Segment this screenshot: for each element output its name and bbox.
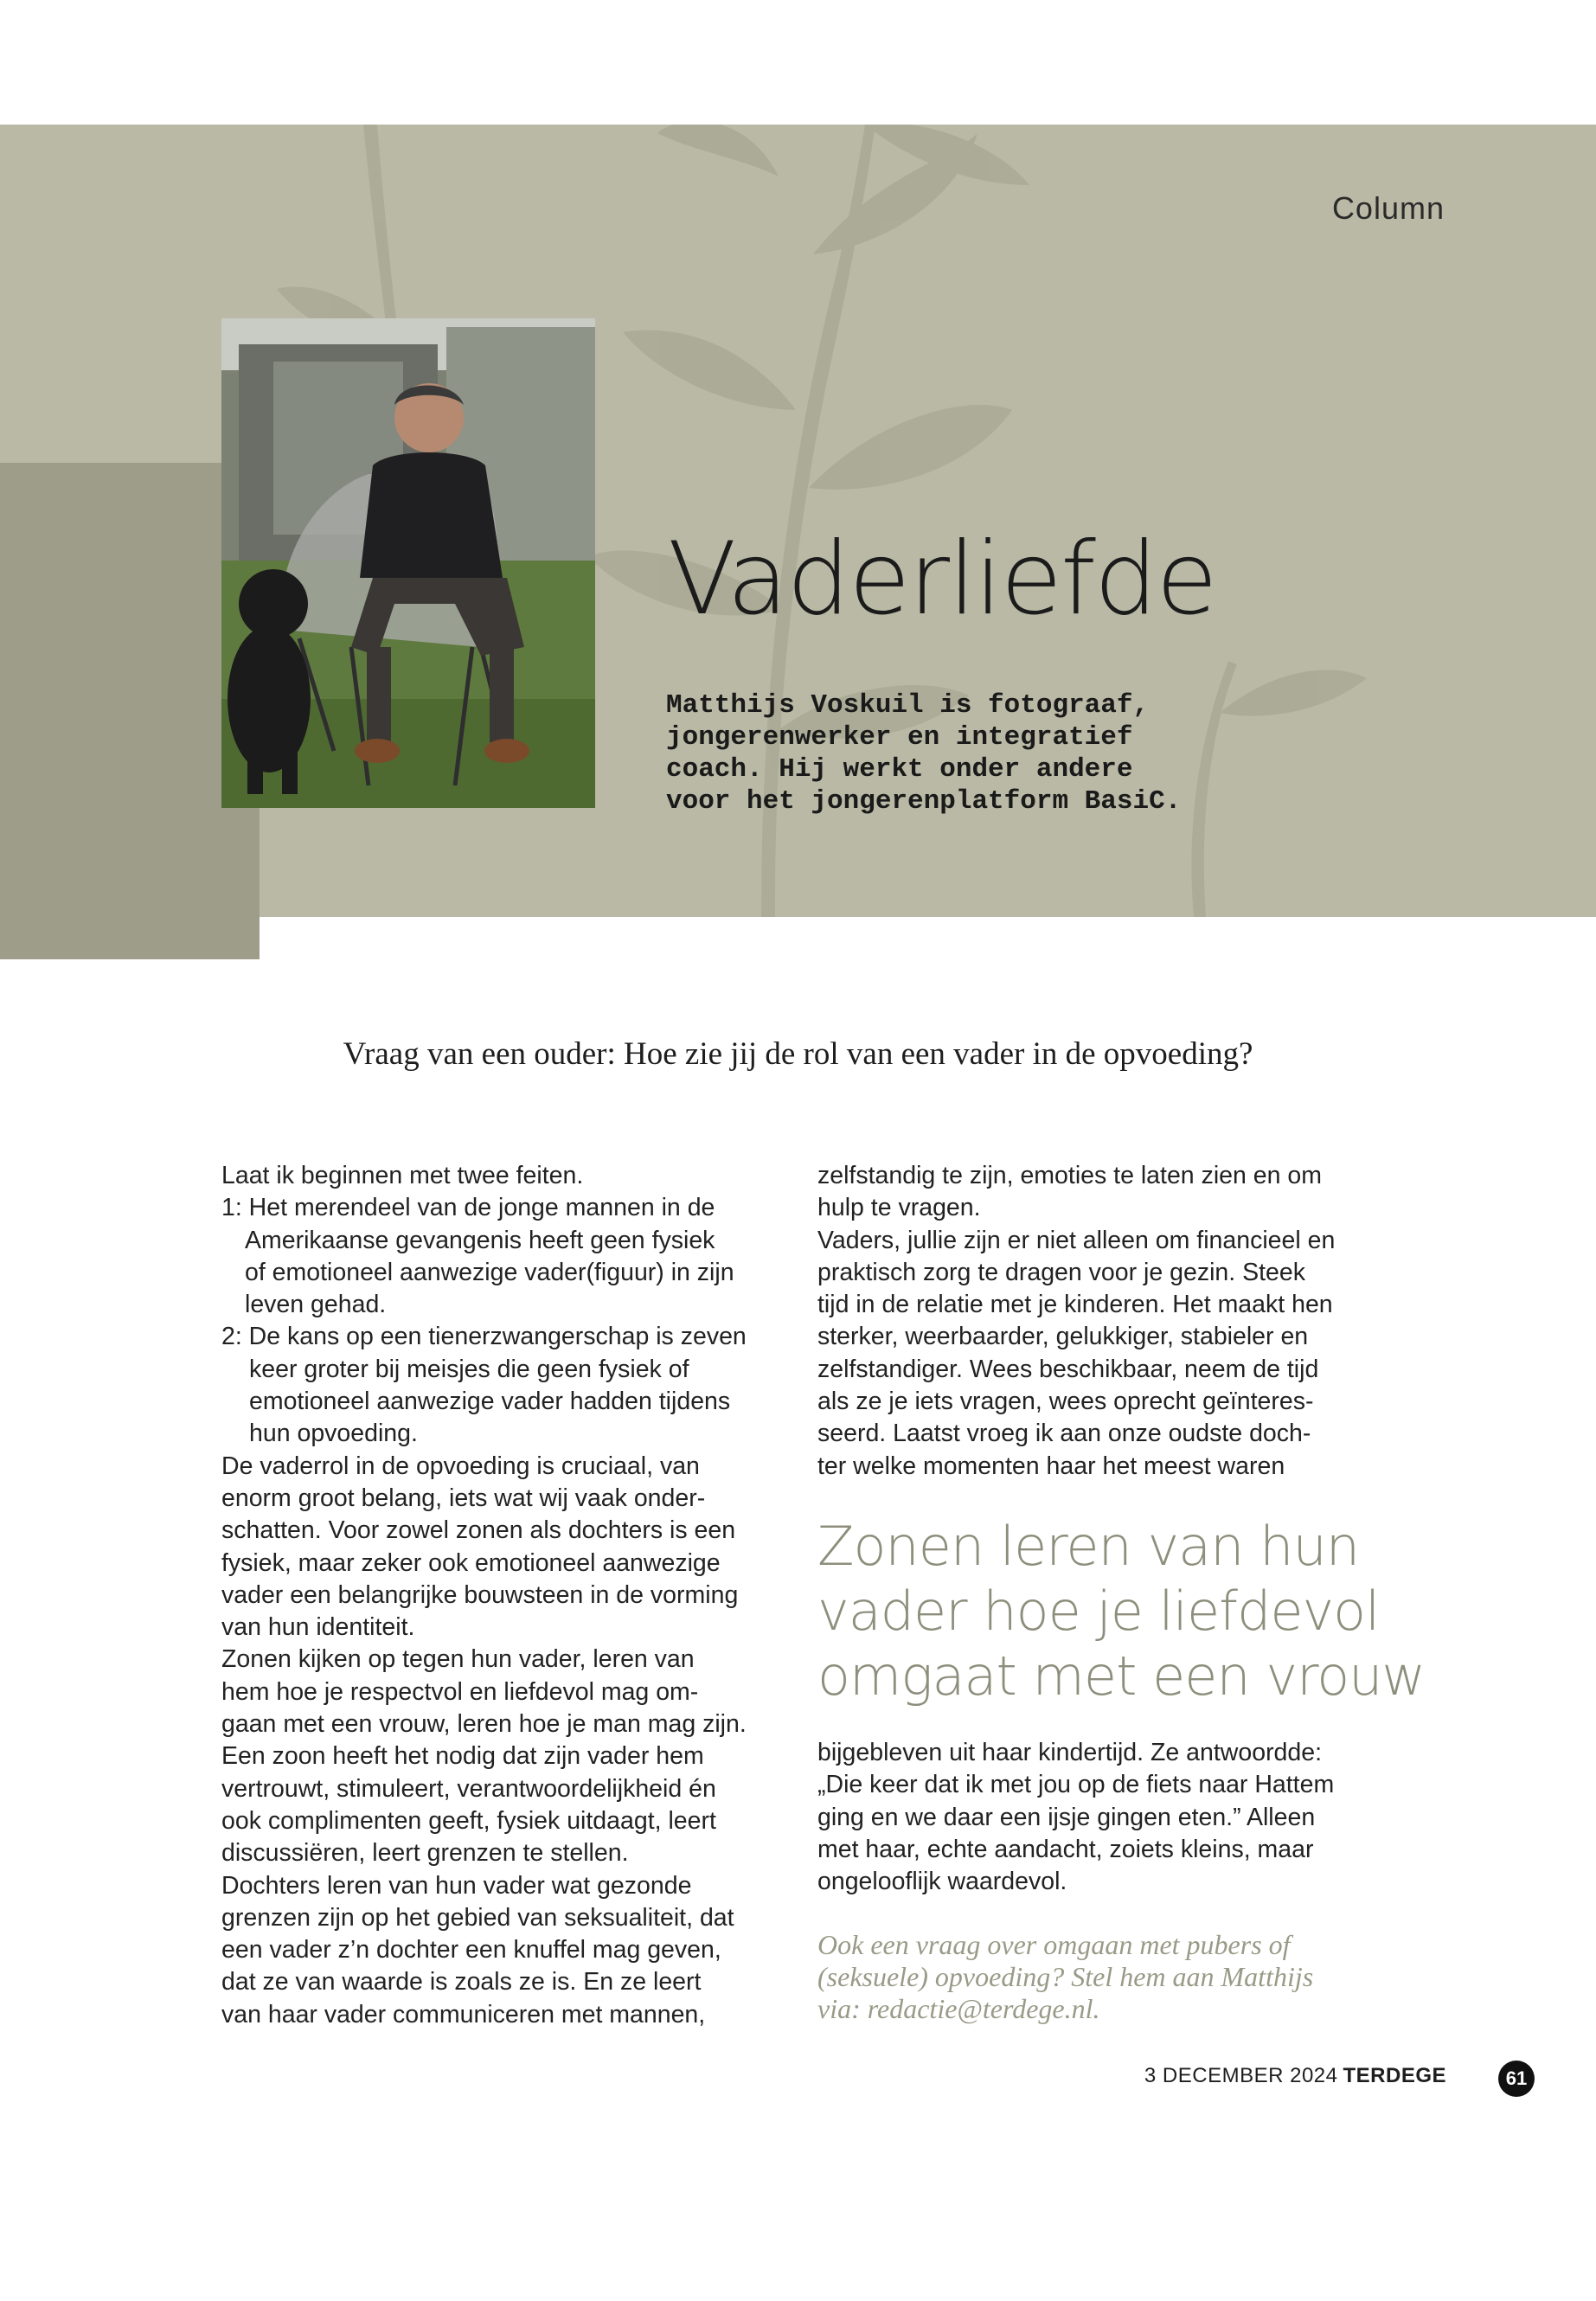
author-portrait-photo (221, 318, 595, 808)
reader-question: Vraag van een ouder: Hoe zie jij de rol van een vader in de opvoeding? (343, 1036, 1253, 1072)
text-line: enorm groot belang, iets wat wij vaak onder- (221, 1484, 706, 1512)
text-line: vertrouwt, stimuleert, verantwoordelijkheid én (221, 1774, 716, 1803)
text-line: zelfstandig te zijn, emoties te laten zien en om (817, 1162, 1322, 1189)
text-line: praktisch zorg te dragen voor je gezin. Steek (817, 1258, 1305, 1286)
text-line: grenzen zijn op het gebied van seksualiteit, dat (221, 1903, 734, 1932)
text-line: Vaders, jullie zijn er niet alleen om financieel en (817, 1226, 1336, 1254)
text-line: hem hoe je respectvol en liefdevol mag om- (221, 1677, 699, 1706)
text-line: tijd in de relatie met je kinderen. Het maakt hen (817, 1291, 1333, 1319)
call-to-action (817, 1929, 1423, 2025)
text-line: van hun identiteit. (221, 1613, 415, 1642)
text-line: met haar, echte aandacht, zoiets kleins, maar (817, 1835, 1314, 1863)
text-line: ging en we daar een ijsje gingen eten.” Alleen (817, 1803, 1316, 1831)
text-line: discussiëren, leert grenzen te stellen. (221, 1839, 629, 1868)
publication-name: TERDEGE (1343, 2064, 1446, 2087)
section-label: Column (1331, 190, 1445, 226)
text-line: ter welke momenten haar het meest waren (817, 1452, 1285, 1480)
text-line: Een zoon heeft het nodig dat zijn vader hem (221, 1742, 704, 1771)
text-line: ook complimenten geeft, fysiek uitdaagt, leert (221, 1806, 716, 1835)
text-line: schatten. Voor zowel zonen als dochters is een (221, 1516, 736, 1545)
body-column-right-top (817, 1160, 1388, 1483)
text-line: zelfstandiger. Wees beschikbaar, neem de tijd (817, 1355, 1319, 1383)
bio-line: Matthijs Voskuil is fotograaf, (666, 690, 1150, 721)
body-column-right-bottom (817, 1737, 1334, 1898)
text-line: sterker, weerbaarder, gelukkiger, stabieler en (817, 1323, 1309, 1351)
bio-line: jongerenwerker en integratief (666, 722, 1133, 753)
cta-line: via: redactie@terdege.nl. (817, 1993, 1100, 2024)
issue-date: 3 DECEMBER 2024 (1144, 2064, 1338, 2087)
text-line: Laat ik beginnen met twee feiten. (221, 1162, 584, 1189)
pull-quote (817, 1514, 1426, 1708)
text-line: een vader z’n dochter een knuffel mag geven, (221, 1936, 721, 1965)
pull-quote-line: omgaat met een vrouw (817, 1644, 1426, 1708)
page-footer (1144, 2064, 1446, 2088)
text-line: Amerikaanse gevangenis heeft geen fysiek (245, 1226, 715, 1254)
text-line: bijgebleven uit haar kindertijd. Ze antwoordde: (817, 1739, 1323, 1766)
text-line: van haar vader communiceren met mannen, (221, 2000, 706, 2029)
text-line: keer groter bij meisjes die geen fysiek of (249, 1355, 689, 1383)
bio-line: voor het jongerenplatform BasiC. (666, 786, 1182, 817)
accent-block (0, 463, 260, 959)
text-line: Dochters leren van hun vader wat gezonde (221, 1871, 692, 1900)
text-line: ongelooflijk waardevol. (817, 1868, 1067, 1896)
cta-line: Ook een vraag over omgaan met pubers of (817, 1929, 1291, 1960)
text-line: leven gehad. (245, 1291, 387, 1319)
text-line: emotioneel aanwezige vader hadden tijdens (249, 1388, 731, 1416)
bio-line: coach. Hij werkt onder andere (666, 754, 1133, 785)
text-line: De vaderrol in de opvoeding is cruciaal, van (221, 1452, 700, 1480)
article-title: Vaderliefde (668, 521, 1216, 638)
pull-quote-line: Zonen leren van hun (817, 1515, 1360, 1578)
text-line: dat ze van waarde is zoals ze is. En ze leert (221, 1968, 702, 1997)
page-number-badge: 61 (1498, 2061, 1535, 2097)
cta-line: (seksuele) opvoeding? Stel hem aan Matthijs (817, 1961, 1314, 1992)
text-line: als ze je iets vragen, wees oprecht geïnteres- (817, 1388, 1314, 1416)
text-line: hun opvoeding. (249, 1420, 418, 1448)
pull-quote-line: vader hoe je liefdevol (817, 1580, 1380, 1643)
text-line: gaan met een vrouw, leren hoe je man mag zijn. (221, 1710, 747, 1739)
author-bio (666, 689, 1272, 817)
text-line: seerd. Laatst vroeg ik aan onze oudste doch- (817, 1420, 1311, 1448)
text-line: 2: De kans op een tienerzwangerschap is zeven (221, 1323, 747, 1351)
text-line: fysiek, maar zeker ook emotioneel aanwezige (221, 1548, 721, 1577)
text-line: vader een belangrijke bouwsteen in de vorming (221, 1580, 739, 1609)
text-line: „Die keer dat ik met jou op de fiets naar Hattem (817, 1771, 1335, 1799)
text-line: hulp te vragen. (817, 1194, 981, 1222)
text-line: Zonen kijken op tegen hun vader, leren van (221, 1645, 695, 1674)
text-line: of emotioneel aanwezige vader(figuur) in zijn (245, 1258, 734, 1286)
body-column-left (221, 1160, 792, 2031)
text-line: 1: Het merendeel van de jonge mannen in de (221, 1194, 715, 1222)
